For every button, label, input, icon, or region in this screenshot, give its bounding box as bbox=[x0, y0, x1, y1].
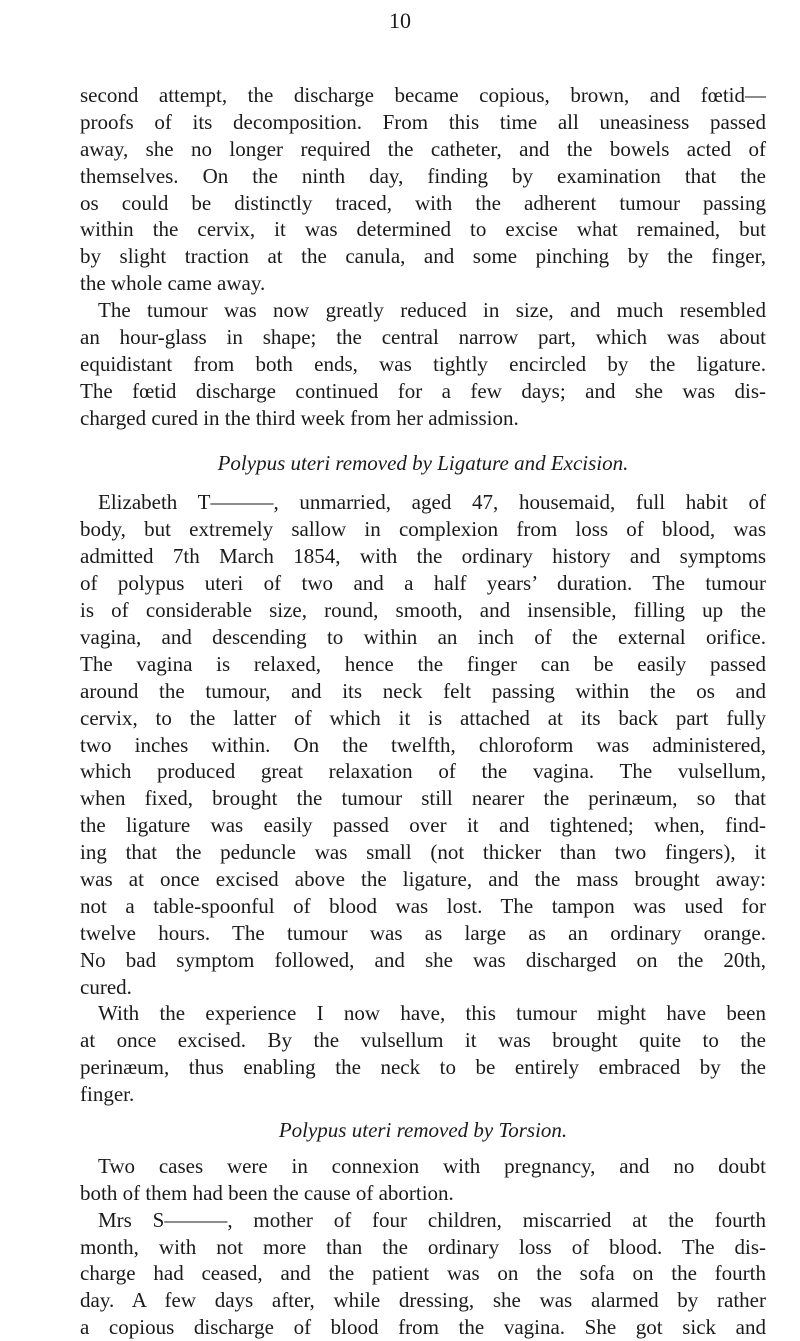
text-line: vagina, and descending to within an inch of the external orifice. bbox=[80, 624, 766, 649]
text-line: charged cured in the third week from her admission. bbox=[80, 405, 519, 430]
text-line: day. A few days after, while dressing, she was alarmed by rather bbox=[80, 1288, 766, 1313]
case-elizabeth-note-paragraph bbox=[80, 1000, 766, 1108]
text-line: when fixed, brought the tumour still nearer the perinæum, so that bbox=[80, 786, 766, 811]
text-line: cured. bbox=[80, 974, 132, 999]
torsion-intro-paragraph bbox=[80, 1153, 766, 1207]
body-text bbox=[80, 82, 766, 1341]
text-line: The tumour was now greatly reduced in size, and much resembled bbox=[98, 298, 766, 323]
text-line: both of them had been the cause of abortion. bbox=[80, 1180, 454, 1205]
text-line: second attempt, the discharge became copious, brown, and fœtid— bbox=[80, 83, 766, 107]
text-line: two inches within. On the twelfth, chloroform was administered, bbox=[80, 732, 766, 757]
text-line: the ligature was easily passed over it and tightened; when, find- bbox=[80, 813, 766, 838]
case-mrs-s-paragraph bbox=[80, 1207, 766, 1341]
text-line: away, she no longer required the catheter, and the bowels acted of bbox=[80, 136, 766, 161]
text-line: ing that the peduncle was small (not thicker than two fingers), it bbox=[80, 840, 766, 865]
text-line: of polypus uteri of two and a half years’ duration. The tumour bbox=[80, 571, 766, 596]
text-line: themselves. On the ninth day, finding by examination that the bbox=[80, 163, 766, 188]
text-line: Elizabeth T———, unmarried, aged 47, housemaid, full habit of bbox=[98, 490, 766, 515]
intro-paragraph bbox=[80, 82, 766, 297]
text-line: is of considerable size, round, smooth, and insensible, filling up the bbox=[80, 598, 766, 623]
text-line: which produced great relaxation of the vagina. The vulsellum, bbox=[80, 759, 766, 784]
text-line: Mrs S———, mother of four children, miscarried at the fourth bbox=[98, 1207, 766, 1232]
text-line: charge had ceased, and the patient was on the sofa on the fourth bbox=[80, 1261, 766, 1286]
text-line: cervix, to the latter of which it is attached at its back part fully bbox=[80, 705, 766, 730]
text-line: The vagina is relaxed, hence the finger can be easily passed bbox=[80, 651, 766, 676]
section-heading-ligature-excision: Polypus uteri removed by Ligature and Excision. bbox=[217, 450, 629, 475]
text-line: was at once excised above the ligature, and the mass brought away: bbox=[80, 866, 766, 891]
case-elizabeth-paragraph bbox=[80, 489, 766, 1000]
text-line: equidistant from both ends, was tightly encircled by the ligature. bbox=[80, 351, 766, 376]
text-line: os could be distinctly traced, with the adherent tumour passing bbox=[80, 190, 766, 215]
tumour-description-paragraph bbox=[80, 297, 766, 431]
text-line: finger. bbox=[80, 1082, 135, 1107]
text-line: perinæum, thus enabling the neck to be entirely embraced by the bbox=[80, 1055, 766, 1080]
text-line: an hour-glass in shape; the central narrow part, which was about bbox=[80, 325, 766, 350]
text-line: With the experience I now have, this tumour might have been bbox=[98, 1001, 766, 1026]
text-line: admitted 7th March 1854, with the ordinary history and symptoms bbox=[80, 544, 766, 569]
text-line: by slight traction at the canula, and some pinching by the finger, bbox=[80, 244, 766, 269]
text-line: the whole came away. bbox=[80, 271, 266, 296]
text-line: twelve hours. The tumour was as large as an ordinary orange. bbox=[80, 920, 766, 945]
text-line: Two cases were in connexion with pregnancy, and no doubt bbox=[98, 1153, 766, 1178]
text-line: not a table-spoonful of blood was lost. The tampon was used for bbox=[80, 893, 766, 918]
text-line: body, but extremely sallow in complexion from loss of blood, was bbox=[80, 517, 766, 542]
page-number: 10 bbox=[389, 8, 411, 33]
text-line: month, with not more than the ordinary loss of blood. The dis- bbox=[80, 1234, 766, 1259]
text-line: at once excised. By the vulsellum it was brought quite to the bbox=[80, 1028, 766, 1053]
text-line: No bad symptom followed, and she was discharged on the 20th, bbox=[80, 947, 766, 972]
text-line: a copious discharge of blood from the vagina. She got sick and bbox=[80, 1315, 766, 1340]
text-line: around the tumour, and its neck felt passing within the os and bbox=[80, 678, 766, 703]
text-line: proofs of its decomposition. From this time all uneasiness passed bbox=[80, 109, 766, 134]
section-heading-torsion: Polypus uteri removed by Torsion. bbox=[278, 1117, 568, 1142]
text-line: The fœtid discharge continued for a few days; and she was dis- bbox=[80, 378, 766, 403]
text-line: within the cervix, it was determined to excise what remained, but bbox=[80, 217, 766, 242]
